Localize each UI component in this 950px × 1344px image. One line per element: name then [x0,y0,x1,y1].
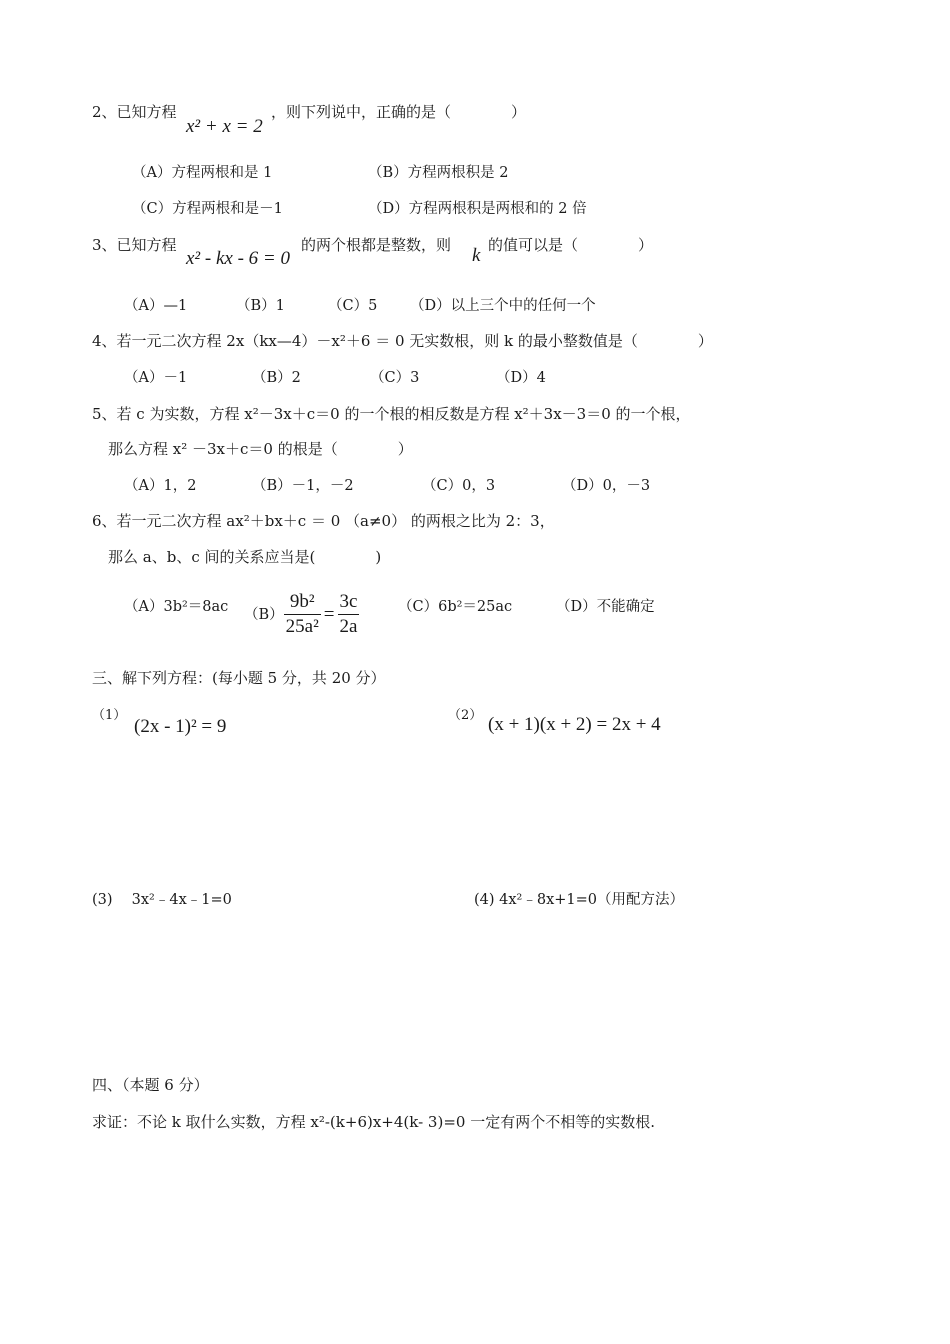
section4-statement: 求证：不论 k 取什么实数，方程 x²-(k+6)x+4(k- 3)=0 一定有两个不相等的实数根. [92,1113,655,1131]
q6-option-b-label: （B） [244,606,284,623]
q2-option-d: （D）方程两根积是两根和的 2 倍 [368,201,587,217]
q5-line2: 那么方程 x² －3x＋c＝0 的根是（ ） [108,440,413,458]
q6-fraction-right-numerator: 3c [339,591,358,612]
problem2-equation: (x + 1)(x + 2) = 2x + 4 [488,714,661,735]
q4-option-d: （D）4 [496,370,546,386]
q5-option-a: （A）1，2 [124,478,197,494]
q6-option-d: （D）不能确定 [556,599,655,615]
q6-fraction-right-denominator: 2a [339,616,358,637]
q3-tail: 的值可以是（ ） [488,236,654,254]
q3-option-d: （D）以上三个中的任何一个 [410,298,596,314]
q5-option-c: （C）0，3 [422,478,496,494]
problem1-equation: (2x - 1)² = 9 [134,716,227,737]
section3-heading: 三、解下列方程：(每小题 5 分，共 20 分） [92,669,386,687]
q6-line2: 那么 a、b、c 间的关系应当是( ) [108,548,382,566]
section4-heading: 四、（本题 6 分） [92,1076,209,1094]
q2-stem: 2、已知方程 [92,103,177,121]
q4-stem: 4、若一元二次方程 2x（kx—4）－x²＋6 ＝ 0 无实数根，则 k 的最小整数值是（ ） [92,332,713,350]
q6-fraction-left-numerator: 9b² [289,591,315,612]
q3-middle: 的两个根都是整数，则 [301,236,452,254]
q2-equation: x² + x = 2 [186,116,263,137]
q2-option-c: （C）方程两根和是－1 [132,201,283,217]
q3-option-b: （B）1 [236,298,285,314]
q6-option-b [244,590,359,639]
q3-var-k: k [472,245,481,266]
q2-option-b: （B）方程两根积是 2 [368,165,509,181]
q6-fraction-right [338,590,360,639]
problem1-label: （1） [92,708,127,723]
q4-option-a: （A）－1 [124,370,188,386]
q6-option-a: （A）3b²＝8ac [124,599,229,615]
problem2-label: （2） [448,708,483,723]
q4-option-b: （B）2 [252,370,301,386]
q2-option-a: （A）方程两根和是 1 [132,165,273,181]
q3-option-a: （A）—1 [124,298,188,314]
q4-option-c: （C）3 [370,370,420,386]
q3-equation: x² - kx - 6 = 0 [186,248,290,269]
q5-option-d: （D）0，－3 [562,478,651,494]
q6-fraction-left [284,590,321,639]
problem3: (3) 3x²﹣4x﹣1=0 [92,892,232,908]
q5-line1: 5、若 c 为实数，方程 x²－3x＋c＝0 的一个根的相反数是方程 x²＋3x－3＝0 的一个根， [92,405,691,423]
q2-tail: ，则下列说中，正确的是（ ） [271,103,527,121]
q6-fraction-left-denominator: 25a² [285,616,319,637]
problem4: (4) 4x²﹣8x+1=0（用配方法） [474,892,685,908]
q6-option-c: （C）6b²＝25ac [398,599,513,615]
q3-stem: 3、已知方程 [92,236,177,254]
q3-option-c: （C）5 [328,298,378,314]
q5-option-b: （B）－1，－2 [252,478,354,494]
q6-equals-sign: = [323,603,335,625]
q6-line1: 6、若一元二次方程 ax²＋bx＋c ＝ 0 （a≠0） 的两根之比为 2：3， [92,512,555,530]
